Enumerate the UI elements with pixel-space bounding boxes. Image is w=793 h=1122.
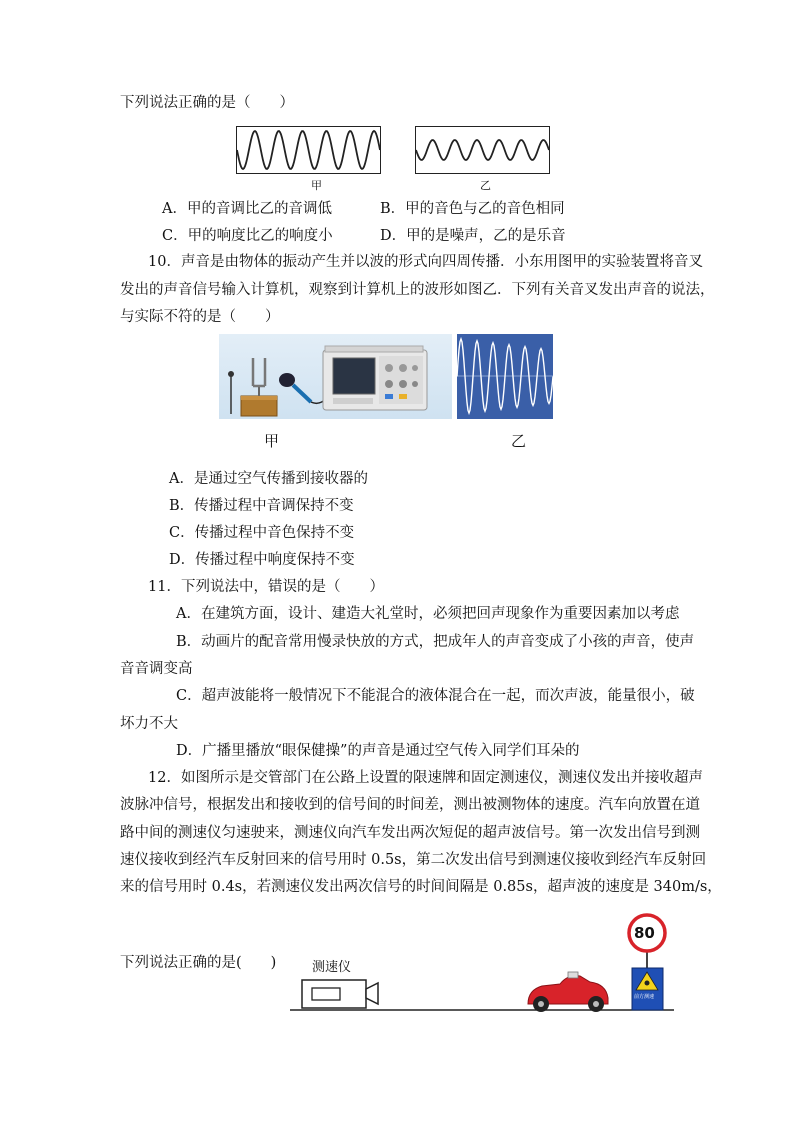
q12-stem-line-2: 波脉冲信号，根据发出和接收到的信号间的时间差，测出被测物体的速度。汽车向放置在道 bbox=[120, 797, 700, 813]
q10-stem-line-1: 10．声音是由物体的振动产生并以波的形式向四周传播．小东用图甲的实验装置将音叉 bbox=[148, 254, 703, 270]
q10-stem-line-3: 与实际不符的是（ ） bbox=[120, 309, 280, 325]
q9-option-a: A．甲的音调比乙的音调低 bbox=[162, 201, 332, 217]
q10-option-d: D．传播过程中响度保持不变 bbox=[169, 552, 355, 568]
q10-stem-line-2: 发出的声音信号输入计算机，观察到计算机上的波形如图乙．下列有关音叉发出声音的说法， bbox=[120, 282, 715, 298]
q10-fig-label-a: 甲 bbox=[264, 432, 280, 450]
q12-stem-line-3: 路中间的测速仪匀速驶来，测速仪向汽车发出两次短促的超声波信号。第一次发出信号到测 bbox=[120, 825, 700, 841]
q11-option-c-line-1: C．超声波能将一般情况下不能混合的液体混合在一起，而次声波，能量很小，破 bbox=[176, 688, 695, 704]
q12-sign-text: 前方测速 bbox=[634, 994, 655, 1000]
q11-option-a: A．在建筑方面，设计、建造大礼堂时，必须把回声现象作为重要因素加以考虑 bbox=[176, 606, 680, 622]
q10-option-b: B．传播过程中音调保持不变 bbox=[169, 498, 354, 514]
q9-option-c: C．甲的响度比乙的响度小 bbox=[162, 228, 333, 244]
q9-option-d: D．甲的是噪声，乙的是乐音 bbox=[380, 228, 566, 244]
q10-waveform-image bbox=[457, 334, 553, 419]
q9-fig-label-b: 乙 bbox=[480, 179, 491, 192]
q12-stem-line-5: 来的信号用时 0.4s，若测速仪发出两次信号的时间间隔是 0.85s，超声波的速度是 340m/s， bbox=[120, 879, 722, 895]
q9-waveform-b bbox=[415, 126, 550, 174]
q10-option-a: A．是通过空气传播到接收器的 bbox=[169, 471, 368, 487]
q9-stem-tail: 下列说法正确的是（ ） bbox=[120, 95, 294, 111]
q11-option-c-line-2: 坏力不大 bbox=[120, 716, 178, 732]
q12-stem-line-1: 12．如图所示是交管部门在公路上设置的限速牌和固定测速仪，测速仪发出并接收超声 bbox=[148, 770, 703, 786]
q9-waveform-a bbox=[236, 126, 381, 174]
q11-option-d: D．广播里播放“眼保健操”的声音是通过空气传入同学们耳朵的 bbox=[176, 743, 580, 759]
q12-speed-limit-value: 80 bbox=[634, 924, 655, 942]
q11-stem: 11．下列说法中，错误的是（ ） bbox=[148, 579, 384, 595]
q12-stem-line-4: 速仪接收到经汽车反射回来的信号用时 0.5s，第二次发出信号到测速仪接收到经汽车反射回 bbox=[120, 852, 707, 868]
q11-option-b-line-1: B．动画片的配音常用慢录快放的方式，把成年人的声音变成了小孩的声音，使声 bbox=[176, 634, 695, 650]
q10-option-c: C．传播过程中音色保持不变 bbox=[169, 525, 355, 541]
q12-device-label: 测速仪 bbox=[312, 960, 352, 975]
q9-option-b: B．甲的音色与乙的音色相同 bbox=[380, 201, 565, 217]
q11-option-b-line-2: 音音调变高 bbox=[120, 661, 193, 677]
q10-fig-label-b: 乙 bbox=[511, 432, 527, 450]
q9-fig-label-a: 甲 bbox=[311, 179, 322, 192]
q10-apparatus-image bbox=[219, 334, 452, 419]
q12-stem-tail: 下列说法正确的是( ) bbox=[120, 955, 277, 971]
